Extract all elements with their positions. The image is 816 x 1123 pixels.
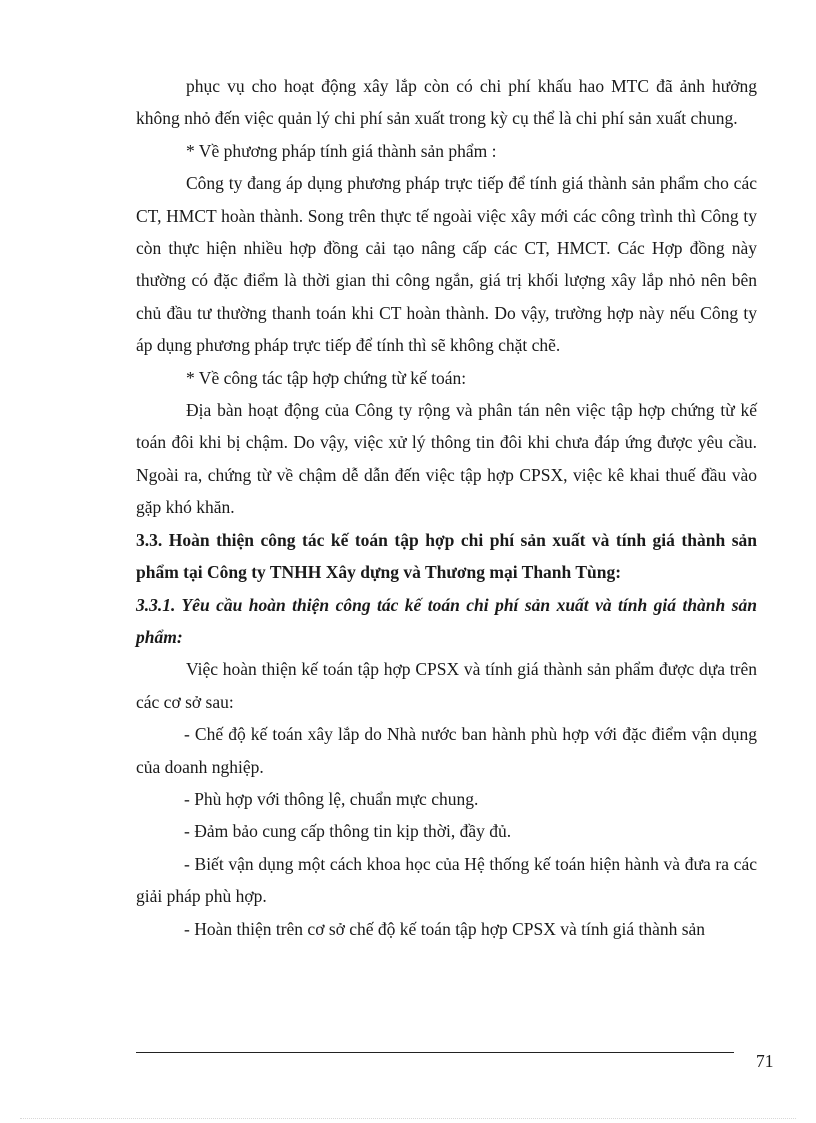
list-item: - Hoàn thiện trên cơ sở chế độ kế toán tập hợp CPSX và tính giá thành sản bbox=[184, 918, 706, 939]
footer-divider bbox=[136, 1052, 734, 1053]
page-number: 71 bbox=[756, 1051, 774, 1071]
paragraph-basis-intro: Việc hoàn thiện kế toán tập hợp CPSX và tính giá thành sản phẩm được dựa trên các cơ sở sau: bbox=[136, 659, 757, 712]
section-heading-3-3-1: 3.3.1. Yêu cầu hoàn thiện công tác kế toán chi phí sản xuất và tính giá thành sản phẩm: bbox=[136, 594, 757, 647]
list-item: - Phù hợp với thông lệ, chuẩn mực chung. bbox=[184, 788, 479, 809]
paragraph-document-collection: Địa bàn hoạt động của Công ty rộng và phân tán nên việc tập hợp chứng từ kế toán đôi khi bị chậm. Do vậy, việc xử lý thông tin đôi khi chưa đáp ứng được yêu cầu. Ngoài ra, chứng từ về chậm dễ dẫn đến việc tập hợp CPSX, việc kê khai thuế đầu vào gặp khó khăn. bbox=[136, 400, 757, 518]
subheading-costing-method: * Về phương pháp tính giá thành sản phẩm : bbox=[186, 140, 497, 161]
list-item: - Đảm bảo cung cấp thông tin kịp thời, đầy đủ. bbox=[184, 821, 512, 842]
paragraph-costing-method: Công ty đang áp dụng phương pháp trực tiếp để tính giá thành sản phẩm cho các CT, HMCT hoàn thành. Song trên thực tế ngoài việc xây mới các công trình thì Công ty còn thực hiện nhiều hợp đồng cải tạo nâng cấp các CT, HMCT. Các Hợp đồng này thường có đặc điểm là thời gian thi công ngắn, giá trị khối lượng xây lắp nhỏ nên bên chủ đầu tư thường thanh toán khi CT hoàn thành. Do vậy, trường hợp này nếu Công ty áp dụng phương pháp trực tiếp để tính thì sẽ không chặt chẽ. bbox=[136, 173, 757, 356]
page-bottom-edge bbox=[20, 1118, 796, 1119]
list-item: - Chế độ kế toán xây lắp do Nhà nước ban hành phù hợp với đặc điểm vận dụng của doanh nghiệp. bbox=[136, 724, 757, 777]
section-heading-3-3: 3.3. Hoàn thiện công tác kế toán tập hợp chi phí sản xuất và tính giá thành sản phẩm tại Công ty TNHH Xây dựng và Thương mại Thanh Tùng: bbox=[136, 529, 757, 583]
body-text bbox=[136, 70, 757, 945]
list-item: - Biết vận dụng một cách khoa học của Hệ thống kế toán hiện hành và đưa ra các giải pháp phù hợp. bbox=[136, 853, 757, 907]
subheading-document-collection: * Về công tác tập hợp chứng từ kế toán: bbox=[186, 367, 467, 388]
paragraph-continuation: phục vụ cho hoạt động xây lắp còn có chi phí khấu hao MTC đã ảnh hưởng không nhỏ đến việc quản lý chi phí sản xuất trong kỳ cụ thể là chi phí sản xuất chung. bbox=[136, 76, 757, 129]
